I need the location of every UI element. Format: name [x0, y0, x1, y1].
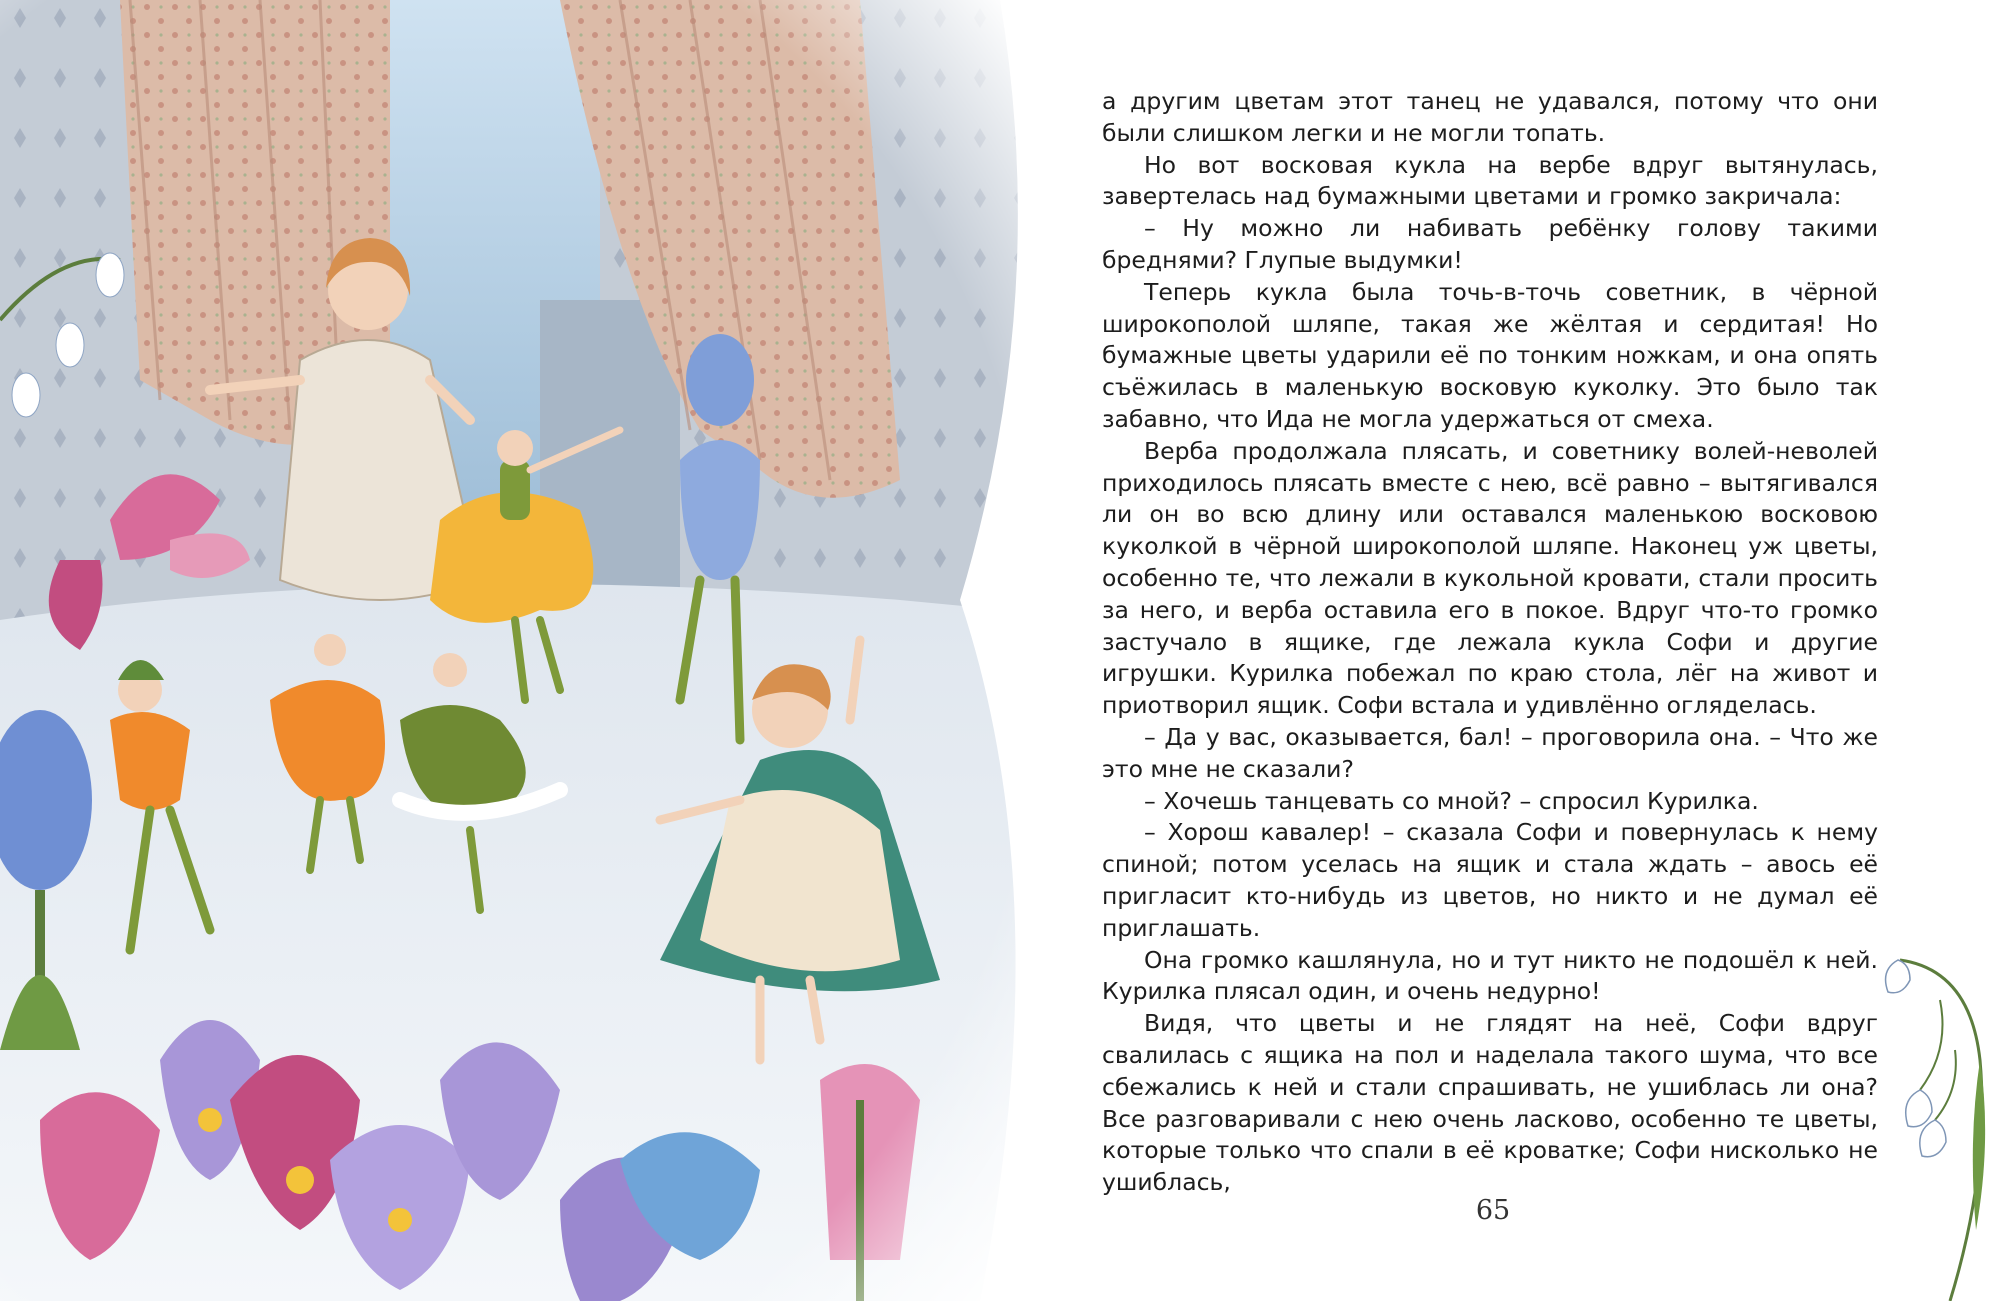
- paragraph: – Ну можно ли набивать ребёнку голову такими бреднями? Глупые выдумки!: [1102, 214, 1878, 274]
- snowdrop-flower-decoration: [1880, 940, 2000, 1301]
- paragraph: а другим цветам этот танец не удавался, потому что они были слишком легки и не могли топать.: [1102, 87, 1878, 147]
- paragraph: Она громко кашлянула, но и тут никто не подошёл к ней. Курилка плясал один, и очень недурно!: [1102, 945, 1878, 1006]
- paragraph: – Хорош кавалер! – сказала Софи и повернулась к нему спиной; потом уселась на ящик и стала ждать – авось её пригласит кто-нибудь из цветов, но никто и не думал её приглашать.: [1102, 818, 1878, 942]
- page-number: 65: [1475, 1195, 1511, 1226]
- paragraph: – Хочешь танцевать со мной? – спросил Курилка.: [1144, 786, 1759, 815]
- paragraph: Видя, что цветы и не глядят на неё, Софи вдруг свалилась с ящика на пол и наделала такого шума, что все сбежались к ней и стали спрашивать, не ушиблась ли она? Все разговаривали с нею очень ласково, особенно те цветы, которые только что спали в её кроватке; Софи нисколько не ушиблась,: [1102, 1009, 1878, 1197]
- paragraph: Теперь кукла была точь-в-точь советник, в чёрной широкополой шляпе, такая же жёлтая и сердитая! Но бумажные цветы ударили её по тонким ножкам, и она опять съёжилась в маленькую восковую куколку. Это было так забавно, что Ида не могла удержаться от смеха.: [1102, 277, 1878, 433]
- paragraph: Но вот восковая кукла на вербе вдруг вытянулась, завертелась над бумажными цветами и громко закричала:: [1102, 150, 1878, 211]
- paragraph: – Да у вас, оказывается, бал! – проговорила она. – Что же это мне не сказали?: [1102, 722, 1878, 783]
- paragraph: Верба продолжала плясать, и советнику волей-неволей приходилось плясать вместе с нею, всё равно – вытягивался ли он во всю длину или оставался маленькою восковою куколкой в чёрной широкополой шляпе. Наконец уж цветы, особенно те, что лежали в кукольной кровати, стали просить за него, и верба оставила его в покое. Вдруг что-то громко застучало в ящике, где лежала кукла Софи и другие игрушки. Курилка побежал по краю стола, лёг на живот и приотворил ящик. Софи встала и удивлённо огляделась.: [1102, 436, 1878, 720]
- body-text: [1102, 86, 1878, 1199]
